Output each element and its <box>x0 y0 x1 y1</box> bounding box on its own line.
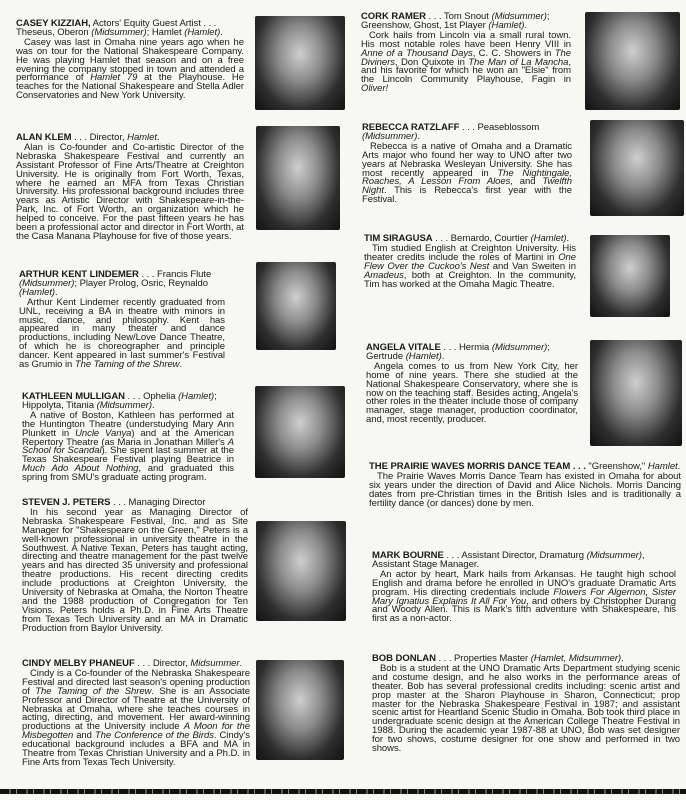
bio-heading <box>16 20 244 38</box>
bio-text: . This is Rebecca's first year with the Festival. <box>362 185 572 206</box>
role-text: . <box>220 26 223 38</box>
role-text: . . . Assistant Director, Dramaturg <box>443 550 587 561</box>
photo-alan-klem <box>256 126 340 230</box>
bio-heading <box>19 271 225 298</box>
role-text: . <box>156 132 160 143</box>
bio-text: , C. C. Showers in <box>472 47 555 59</box>
bio-steven-j-peters <box>22 499 248 634</box>
bio-text: and Van Sweiten in <box>489 260 576 272</box>
role-text: . . . Tom Snout <box>425 11 492 22</box>
role-text: ; Gertrude <box>366 342 550 362</box>
role-text: ; Greenshow, Ghost, 1st Player <box>361 11 550 31</box>
person-name: STEVEN J. PETERS <box>22 497 111 508</box>
bio-text: Bob is a student at the UNO Dramatic Arts Department studying scenic and costume design, and he also works in the performance areas of theater. Bob has several professional credits including: scenic artist and prop master at the Sharon Playhouse in Sharon, Connecticut; prop master for the Nebraska Shakespeare Festival in 1987; and assistant scenic artist for Heartland Scenic Studio in Omaha. Bob took third place in undergraduate scenic design at the American College Theatre Festival in 1988. During the academic year 1987-88 at UNO, Bob was set designer for two shows, costume designer for one show and performed in two shows. <box>372 662 680 755</box>
photo-casey-kizziah <box>255 16 345 110</box>
bio-arthur-kent-lindemer <box>19 271 225 370</box>
bio-angela-vitale <box>366 344 578 425</box>
bio-text: ). She spent last summer at the Texas Shakespeare Festival playing Beatrice in <box>22 445 235 466</box>
bio-text: Arthur Kent Lindemer recently graduated from UNL, receiving a BA in theatre with minors in music, dance, and philosophy. Kent has appeared in many theater and dance productions, including New/Love Dance Theatre, of which he is choreographer and principle dancer. Kent appeared in last summer's Festival as Grumio in <box>19 296 225 371</box>
bio-body <box>22 667 250 768</box>
bio-prairie-waves-morris <box>369 463 681 509</box>
bio-text: A native of Boston, Kathleen has performed at the Huntington Theatre (understudying Mary Ann Plunkett in <box>22 409 234 439</box>
bio-text: Oliver! <box>361 83 389 95</box>
bio-text: Cindy is a Co-founder of the Nebraska Shakespeare Festival and directed last season's opening production of <box>22 667 250 697</box>
bio-text: The Nightingale, Roaches, A Lesson From Aloes, <box>362 167 572 188</box>
person-name: KATHLEEN MULLIGAN <box>22 391 125 402</box>
bio-text: . She is an Associate Professor and Director of Theatre at the University of Nebraska at Omaha, where she teaches courses in acting, directing, and movement. Her award-winning productions at the University include <box>22 685 250 733</box>
bio-kathleen-mulligan <box>22 393 234 483</box>
bio-text: and <box>73 730 95 742</box>
bio-text: Rebecca is a native of Omaha and a Dramatic Arts major who found her way to UNO after two years at Nebraska Wesleyan University. She has most recently appeared in <box>362 140 572 179</box>
role-text: . <box>55 286 58 298</box>
role-text: , Assistant Stage Manager. <box>372 550 645 570</box>
bio-rebecca-ratzlaff <box>362 124 572 205</box>
bio-body <box>362 140 572 206</box>
role-text: (Midsummer) <box>491 11 547 22</box>
bio-text: The Man of La Mancha <box>468 56 569 68</box>
role-text: . . . Managing Director <box>110 497 206 508</box>
bio-body <box>16 36 244 102</box>
bio-heading <box>366 344 578 362</box>
bio-text: , and his favorite for which he won an "Elsie" from the Lincoln Community Playhouse, Fagin in <box>361 56 571 86</box>
bio-body <box>369 470 681 509</box>
bio-heading <box>361 13 571 31</box>
bio-tim-siragusa <box>364 235 576 289</box>
person-name: MARK BOURNE <box>372 550 444 561</box>
role-text: . . . Hermia <box>440 342 492 353</box>
bio-text: The Taming of the Shrew <box>74 359 180 371</box>
person-name: ALAN KLEM <box>16 132 72 143</box>
role-text: . <box>239 658 243 669</box>
photo-cindy-melby-phaneuf <box>256 660 344 760</box>
bottom-divider-rule <box>0 789 686 794</box>
role-text: "Greenshow," <box>585 461 648 472</box>
bio-body <box>372 662 680 755</box>
photo-kathleen-mulligan <box>255 386 345 478</box>
person-name: BOB DONLAN <box>372 653 436 664</box>
bio-text: In his second year as Managing Director of Nebraska Shakespeare Festival, Inc. and as Site Manager for "Shakespeare on the Green," Peters is a well-known professional in university theatre in the Southwest. A Native Texan, Peters has taught acting, directing and theatre management for the past twelve years and has directed 35 university and professional theatre productions. His recent directing credits include productions at Creighton University, the University of Nebraska at Omaha, the Norton Theatre and the 1988 production of Congregation for Ten Visions. Peters holds a Ph.D. in Fine Arts Theatre from Texas Tech University and an MA in Dramatic Production from Baylor University. <box>22 506 248 634</box>
bio-body <box>366 360 578 426</box>
bio-body <box>22 409 235 484</box>
bio-text: Anne of a Thousand Days <box>361 47 473 59</box>
person-name: THE PRAIRIE WAVES MORRIS DANCE TEAM . . . <box>369 461 586 472</box>
bio-text: , Don Quixote in <box>394 56 469 68</box>
role-text: . <box>566 233 570 244</box>
bio-text: . <box>179 359 183 371</box>
bio-text: ) and at the American Repertory Theatre (as Maria in Jonathan Miller's <box>22 427 234 448</box>
role-text: (Hamlet, Midsummer) <box>530 653 622 664</box>
bio-text: Twelfth Night <box>362 176 572 197</box>
role-text: . . . Properties Master <box>435 653 531 664</box>
photo-tim-siragusa <box>590 235 670 317</box>
person-name: TIM SIRAGUSA <box>364 233 433 244</box>
person-name: ANGELA VITALE <box>366 342 441 353</box>
role-text: . . . Director, <box>71 132 128 143</box>
bio-body <box>372 568 676 625</box>
role-text: (Hamlet) <box>530 233 567 244</box>
bio-body <box>22 506 248 634</box>
role-text: . <box>677 461 681 472</box>
role-text: (Hamlet) <box>19 286 56 298</box>
person-name: CORK RAMER <box>361 11 426 22</box>
photo-arthur-kent-lindemer <box>256 262 336 350</box>
bio-heading <box>22 393 234 411</box>
bio-text: and <box>512 176 543 188</box>
bio-text: at the Playhouse. He teaches for the National Shakespeare and Stella Adler Conservatories and New York University. <box>16 72 244 102</box>
photo-cork-ramer <box>585 12 680 110</box>
bio-text: Amadeus <box>364 269 404 281</box>
bio-text: An actor by heart, Mark hails from Arkansas. He taught high school English and drama before he enrolled in UNO's graduate Dramatic Arts program. His directing credentials include <box>372 568 676 598</box>
person-name: REBECCA RATZLAFF <box>362 122 460 133</box>
role-text: (Hamlet) <box>405 350 442 362</box>
role-text: (Midsummer) <box>91 26 147 38</box>
bio-heading <box>362 124 572 142</box>
role-text: ; Hamlet <box>146 26 185 38</box>
bio-bob-donlan <box>372 655 680 754</box>
bio-text: A School for Scandal <box>22 436 234 457</box>
bio-text: Angela comes to us from New York City, her home of nine years. There she studied at the National Shakespeare Conservatory, where she is now on the teaching staff. Besides acting, Angela's other roles in the theater include those of company manager, stage manager, production coordinator, and, most recently, producer. <box>366 360 578 426</box>
photo-rebecca-ratzlaff <box>590 120 684 216</box>
role-text: . <box>524 19 528 31</box>
bio-text: Casey was last in Omaha nine years ago when he was on tour for the National Shakespeare Company. He was playing Hamlet that season and on a free evening the company stopped in town and attended a performance of <box>16 36 244 84</box>
role-text: . . . Bernardo, Courtier <box>432 233 531 244</box>
bio-text: Alan is Co-founder and Co-artistic Director of the Nebraska Shakespeare Festival and currently an Assistant Professor of Fine Arts/Theatre at Creighton University. He is originally from Fort Worth, Texas, where he earned an MFA from Texas Christian University. His professional background includes three years as Artistic Director with Shakespeare-in-the-Park, Inc. of Fort Worth, an organization which he helped to conceive. For the past fifteen years he has been a professional actor and director in Fort Worth, at the Casa Manana Playhouse for five of those years. <box>16 141 244 242</box>
role-text: . <box>441 350 445 362</box>
role-text: ; Player Prolog, Osric, Reynaldo <box>74 277 208 289</box>
role-text: . <box>151 399 155 411</box>
bio-text: The Diviners <box>361 47 571 68</box>
role-text: (Hamlet) <box>184 26 221 38</box>
bio-cindy-melby-phaneuf <box>22 660 250 768</box>
role-text: . . . Ophelia <box>124 391 179 402</box>
bio-text: , and graduated this spring from SMU's graduate acting program. <box>22 463 234 484</box>
role-text: (Midsummer) <box>491 342 548 353</box>
role-text: Hamlet <box>647 461 678 472</box>
bio-text: One Flew Over the Cuckoo's Nest <box>364 251 576 272</box>
bio-text: , and others by Christopher Durang and Woody Allen. This is Mark's fifth adventure with Shakespeare, his first as a non-actor. <box>372 595 676 625</box>
role-text: Actors' Equity Guest Artist . . . Theseus, Oberon <box>16 18 217 38</box>
role-text: Hamlet <box>127 132 157 143</box>
bio-text: A Moon for the Misbegotten <box>22 721 250 742</box>
person-name: CINDY MELBY PHANEUF <box>22 658 135 669</box>
bio-alan-klem <box>16 134 244 242</box>
photo-steven-j-peters <box>256 521 346 621</box>
role-text: (Midsummer) <box>362 130 418 142</box>
bio-text: The Taming of the Shrew <box>35 685 152 697</box>
role-text: (Hamlet) <box>178 391 215 402</box>
role-text: (Midsummer) <box>19 277 75 289</box>
bio-text: Flowers For Algernon, Sister Mary Ignatius Explains It All For You <box>372 586 676 607</box>
role-text: ; Hippolyta, Titania <box>22 391 217 411</box>
bio-text: Cork hails from Lincoln via a small rural town. His most notable roles have been Henry VIII in <box>361 29 571 50</box>
bio-text: Uncle Vanya <box>75 427 132 439</box>
photo-angela-vitale <box>590 340 682 446</box>
bio-text: Much Ado About Nothing <box>22 463 139 475</box>
role-text: . . . Director, <box>134 658 191 669</box>
role-text: . <box>417 130 420 142</box>
role-text: . . . Peaseblossom <box>459 122 540 133</box>
bio-text: The Conference of the Birds <box>94 730 214 742</box>
bio-cork-ramer <box>361 13 571 94</box>
bio-heading <box>372 552 676 570</box>
role-text: (Hamlet) <box>488 19 525 31</box>
bio-text: The Prairie Waves Morris Dance Team has existed in Omaha for about six years under the direction of David and Alice Nichols. Morris Dancing dates from pre-Christian times in the British Isles and is traditionally a fertility dance (or dances) done by men. <box>369 470 681 509</box>
role-text: (Midsummer) <box>96 399 152 411</box>
role-text: (Midsummer) <box>586 550 642 561</box>
bio-text: Tim studied English at Creighton University. His theater credits include the roles of Martini in <box>364 242 576 263</box>
person-name: ARTHUR KENT LINDEMER <box>19 269 139 280</box>
bio-body <box>16 141 244 242</box>
bio-text: , both at Creighton. In the community, Tim has worked at the Omaha Magic Theatre. <box>364 269 576 290</box>
person-name: CASEY KIZZIAH, <box>16 18 91 29</box>
bio-text: . Cindy's educational background includes a BFA and MA in Theatre from Texas Christian University and a Ph.D. in Fine Arts from Texas Tech University. <box>22 730 250 768</box>
role-text: . . . Francis Flute <box>138 269 212 280</box>
role-text: Midsummer <box>190 658 240 669</box>
bio-text: Hamlet 79 <box>90 72 138 84</box>
bio-body <box>364 242 576 290</box>
bio-body <box>19 296 225 371</box>
bio-casey-kizziah <box>16 20 244 101</box>
role-text: . <box>621 653 624 664</box>
bio-body <box>361 29 571 95</box>
bio-mark-bourne <box>372 552 676 624</box>
